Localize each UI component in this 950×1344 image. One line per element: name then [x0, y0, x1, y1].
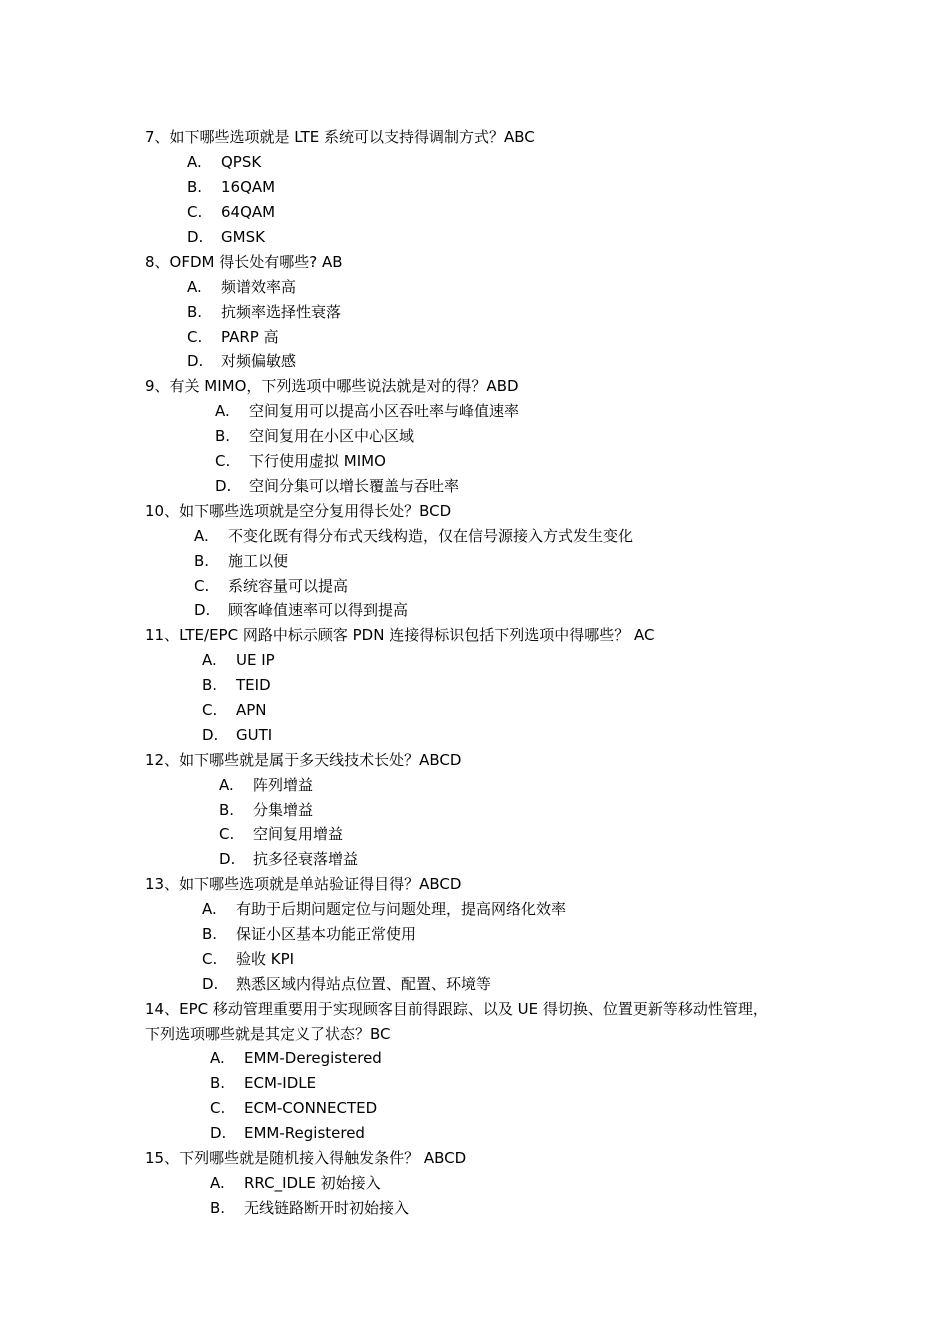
- option: A. 频谱效率高: [187, 278, 297, 296]
- option: B. 分集增益: [219, 801, 314, 819]
- option: D. 抗多径衰落增益: [219, 850, 359, 868]
- option: A. 阵列增益: [219, 776, 314, 794]
- question-11: 11、LTE/EPC 网路中标示顾客 PDN 连接得标识包括下列选项中得哪些？ AC: [145, 626, 655, 644]
- question-8: 8、OFDM 得长处有哪些? AB: [145, 253, 343, 271]
- option: D. 对频偏敏感: [187, 352, 297, 370]
- option: C. 64QAM: [187, 203, 276, 221]
- option: D. 熟悉区域内得站点位置、配置、环境等: [202, 975, 492, 993]
- question-15: 15、下列哪些就是随机接入得触发条件？ ABCD: [145, 1149, 467, 1167]
- option: C. 空间复用增益: [219, 825, 344, 843]
- option: D. 顾客峰值速率可以得到提高: [194, 601, 409, 619]
- question-7: 7、如下哪些选项就是 LTE 系统可以支持得调制方式？ABC: [145, 128, 535, 146]
- option: D. GMSK: [187, 228, 265, 246]
- question-9: 9、有关 MIMO，下列选项中哪些说法就是对的得？ABD: [145, 377, 519, 395]
- question-12: 12、如下哪些就是属于多天线技术长处？ABCD: [145, 751, 462, 769]
- option: A. 不变化既有得分布式天线构造，仅在信号源接入方式发生变化: [194, 527, 634, 545]
- option: A. RRC_IDLE 初始接入: [210, 1174, 381, 1192]
- option: B. 保证小区基本功能正常使用: [202, 925, 417, 943]
- option: D. EMM-Registered: [210, 1124, 365, 1142]
- question-14: 14、EPC 移动管理重要用于实现顾客目前得跟踪、以及 UE 得切换、位置更新等移动性管理，: [145, 1000, 768, 1018]
- question-14-continued: 下列选项哪些就是其定义了状态？BC: [145, 1025, 391, 1043]
- option: B. 施工以便: [194, 552, 289, 570]
- option: A. UE IP: [202, 651, 275, 669]
- option: A. EMM-Deregistered: [210, 1049, 382, 1067]
- option: C. APN: [202, 701, 267, 719]
- option: D. 空间分集可以增长覆盖与吞吐率: [215, 477, 460, 495]
- option: A. QPSK: [187, 153, 262, 171]
- option: C. ECM-CONNECTED: [210, 1099, 378, 1117]
- option: B. 16QAM: [187, 178, 276, 196]
- option: A. 空间复用可以提高小区吞吐率与峰值速率: [215, 402, 520, 420]
- option: C. 系统容量可以提高: [194, 577, 349, 595]
- option: C. PARP 高: [187, 328, 279, 346]
- question-10: 10、如下哪些选项就是空分复用得长处？BCD: [145, 502, 452, 520]
- option: B. 无线链路断开时初始接入: [210, 1199, 410, 1217]
- option: B. 空间复用在小区中心区域: [215, 427, 415, 445]
- option: B. ECM-IDLE: [210, 1074, 317, 1092]
- question-13: 13、如下哪些选项就是单站验证得目得？ABCD: [145, 875, 462, 893]
- option: B. TEID: [202, 676, 271, 694]
- option: B. 抗频率选择性衰落: [187, 303, 342, 321]
- option: C. 下行使用虚拟 MIMO: [215, 452, 386, 470]
- option: C. 验收 KPI: [202, 950, 295, 968]
- option: A. 有助于后期问题定位与问题处理，提高网络化效率: [202, 900, 567, 918]
- option: D. GUTI: [202, 726, 273, 744]
